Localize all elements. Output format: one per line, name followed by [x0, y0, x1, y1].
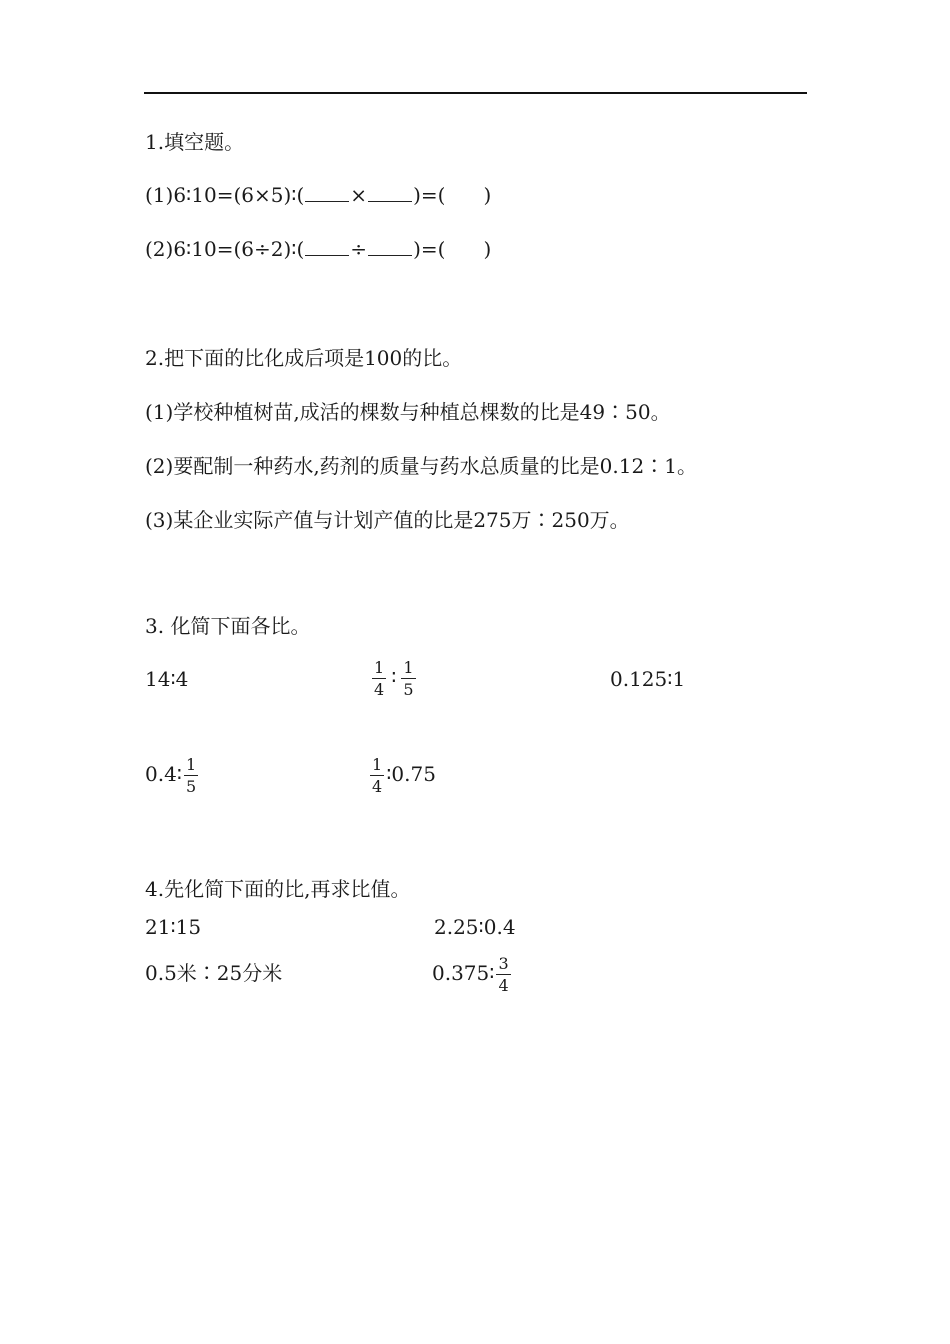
answer-blank: [368, 237, 412, 256]
q1-item-1: [145, 183, 491, 207]
q2-title: 2.把下面的比化成后项是100的比。: [145, 346, 463, 370]
q1-item-2: [145, 237, 491, 261]
q4-ratio-1: 21∶15: [145, 915, 202, 939]
q4-ratio-2: 2.25∶0.4: [434, 915, 516, 939]
q3-ratio-3: 0.125∶1: [610, 667, 686, 691]
fraction: $\frac{1}{5}$: [186, 755, 197, 796]
answer-blank: [305, 183, 349, 202]
answer-blank: [305, 237, 349, 256]
q1-item-1-mid: )=(: [413, 183, 446, 207]
q1-item-2-end: ): [483, 237, 492, 261]
q4-ratio-3: 0.5米∶25分米: [145, 961, 283, 985]
ratio-lead: 0.375∶: [432, 961, 495, 985]
q2-item-1: (1)学校种植树苗,成活的棵数与种植总棵数的比是49∶50。: [145, 400, 671, 424]
ratio-tail: ∶0.75: [386, 762, 436, 786]
fraction: $\frac{3}{4}$: [498, 954, 509, 995]
ratio-lead: 0.4∶: [145, 762, 183, 786]
q1-item-1-end: ): [483, 183, 492, 207]
q3-ratio-1: 14∶4: [145, 667, 189, 691]
ratio-sign: ∶: [391, 665, 397, 689]
operator: ÷: [350, 237, 368, 261]
q2-item-3: (3)某企业实际产值与计划产值的比是275万∶250万。: [145, 508, 630, 532]
q4-ratio-4: [432, 953, 513, 995]
q3-ratio-4: [145, 754, 200, 796]
q3-ratio-5: [368, 754, 436, 796]
header-rule: [144, 92, 807, 94]
operator: ×: [350, 183, 368, 207]
q1-item-2-lead: (2)6∶10=(6÷2)∶(: [145, 237, 305, 261]
q1-item-1-lead: (1)6∶10=(6×5)∶(: [145, 183, 305, 207]
q1-item-2-mid: )=(: [413, 237, 446, 261]
fraction: $\frac{1}{5}$: [403, 658, 414, 699]
q2-item-2: (2)要配制一种药水,药剂的质量与药水总质量的比是0.12∶1。: [145, 454, 697, 478]
q3-title: 3. 化简下面各比。: [145, 614, 311, 638]
q4-title: 4.先化简下面的比,再求比值。: [145, 877, 411, 901]
q1-title: 1.填空题。: [145, 130, 245, 154]
fraction: $\frac{1}{4}$: [374, 658, 385, 699]
fraction: $\frac{1}{4}$: [372, 755, 383, 796]
q3-ratio-2: [370, 657, 418, 699]
answer-blank: [368, 183, 412, 202]
